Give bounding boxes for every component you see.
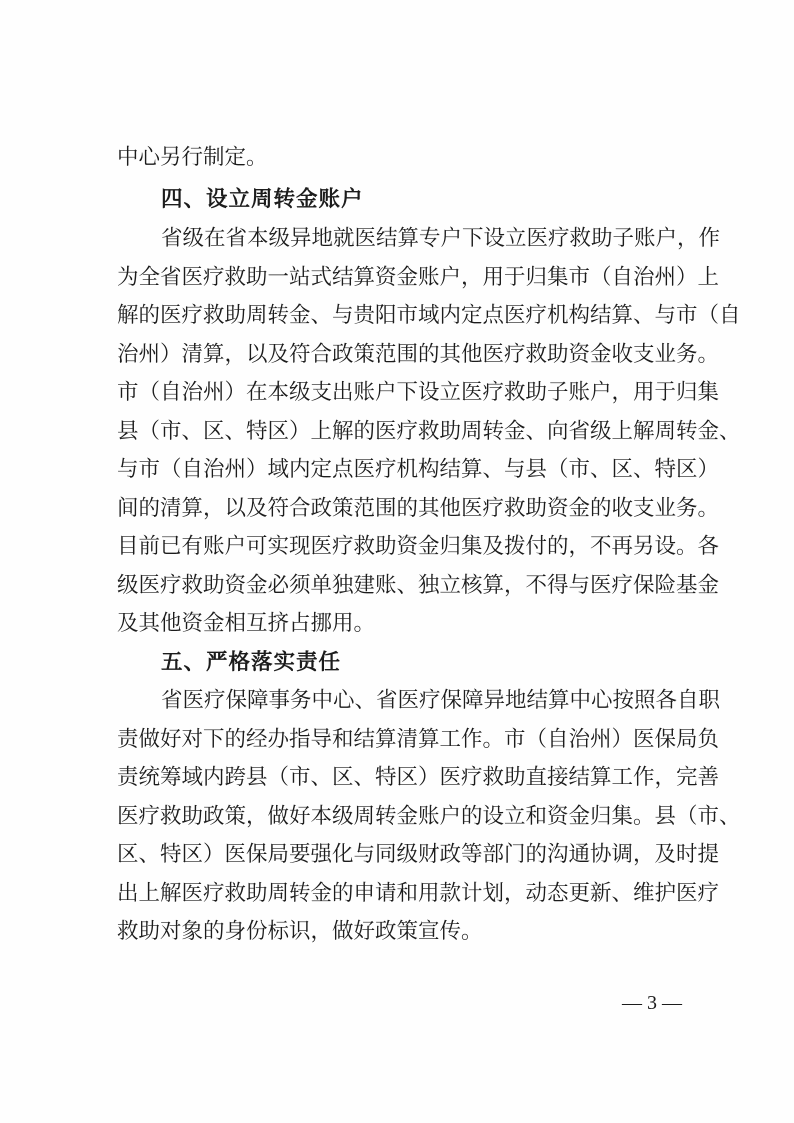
paragraph-line: 及其他资金相互挤占挪用。 [117, 611, 376, 636]
paragraph-line: 区、特区）医保局要强化与同级财政等部门的沟通协调，及时提 [117, 842, 720, 867]
paragraph-line: 责做好对下的经办指导和结算清算工作。市（自治州）医保局负 [117, 727, 720, 752]
paragraph-line: 县（市、区、特区）上解的医疗救助周转金、向省级上解周转金、 [117, 419, 741, 444]
paragraph-line: 医疗救助政策，做好本级周转金账户的设立和资金归集。县（市、 [117, 804, 741, 829]
paragraph-line: 级医疗救助资金必须单独建账、独立核算，不得与医疗保险基金 [117, 573, 720, 598]
section-heading-4: 四、设立周转金账户 [161, 187, 364, 212]
page-number: — 3 — [622, 992, 682, 1014]
paragraph-line: 省医疗保障事务中心、省医疗保障异地结算中心按照各自职 [161, 688, 721, 713]
paragraph-line: 间的清算，以及符合政策范围的其他医疗救助资金的收支业务。 [117, 496, 720, 521]
paragraph-line: 解的医疗救助周转金、与贵阳市域内定点医疗机构结算、与市（自 [117, 303, 741, 328]
paragraph-line: 责统筹域内跨县（市、区、特区）医疗救助直接结算工作，完善 [117, 765, 720, 790]
paragraph-line: 为全省医疗救助一站式结算资金账户，用于归集市（自治州）上 [117, 265, 720, 290]
paragraph-line: 省级在省本级异地就医结算专户下设立医疗救助子账户，作 [161, 226, 721, 251]
paragraph-line: 与市（自治州）域内定点医疗机构结算、与县（市、区、特区） [117, 457, 720, 482]
paragraph-line: 市（自治州）在本级支出账户下设立医疗救助子账户，用于归集 [117, 380, 720, 405]
paragraph-line: 目前已有账户可实现医疗救助资金归集及拨付的，不再另设。各 [117, 534, 720, 559]
paragraph-line: 中心另行制定。 [117, 145, 268, 170]
section-heading-5: 五、严格落实责任 [161, 650, 342, 675]
paragraph-line: 出上解医疗救助周转金的申请和用款计划，动态更新、维护医疗 [117, 881, 720, 906]
paragraph-line: 治州）清算，以及符合政策范围的其他医疗救助资金收支业务。 [117, 342, 720, 367]
paragraph-line: 救助对象的身份标识，做好政策宣传。 [117, 919, 483, 944]
